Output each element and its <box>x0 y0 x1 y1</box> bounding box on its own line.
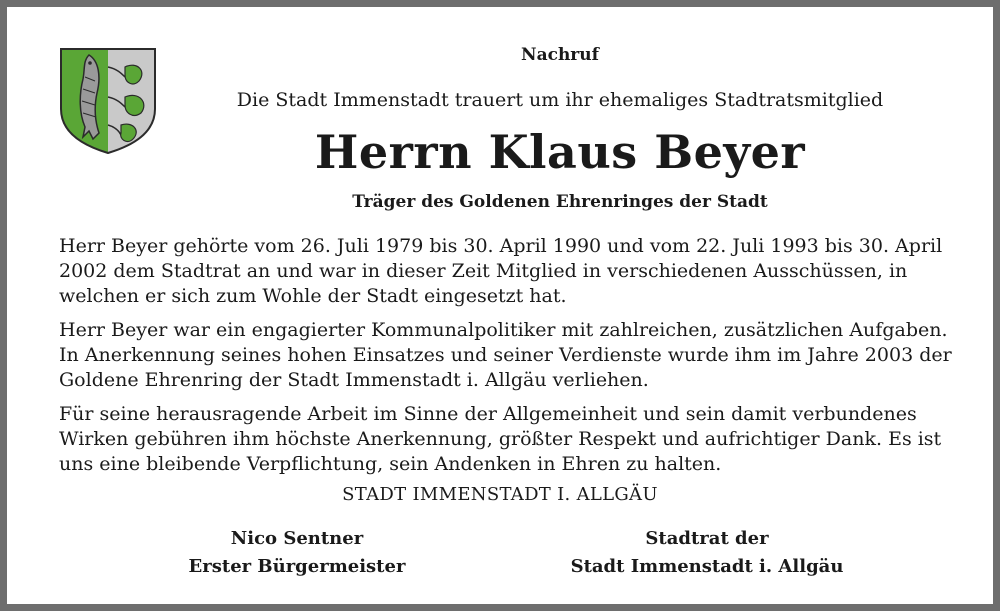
deceased-name: Herrn Klaus Beyer <box>314 125 806 179</box>
notice-body <box>59 234 959 486</box>
signature-council-line2: Stadt Immenstadt i. Allgäu <box>570 556 844 577</box>
signature-mayor-title: Erster Bürgermeister <box>188 556 406 577</box>
signature-council-line1: Stadtrat der <box>645 528 769 549</box>
body-paragraph-1: Herr Beyer gehörte vom 26. Juli 1979 bis 30. April 1990 und vom 22. Juli 1993 bis 30. April 2002 dem Stadtrat an und war in dieser Zeit Mitglied in verschiedenen Ausschüssen, in welchen er sich zum Wohle der Stadt eingesetzt hat. <box>59 235 943 307</box>
honor-title: Träger des Goldenen Ehrenringes der Stadt <box>352 192 768 212</box>
notice-label: Nachruf <box>521 45 599 65</box>
signature-mayor <box>157 525 437 581</box>
signature-mayor-name: Nico Sentner <box>230 528 364 549</box>
signature-council <box>557 525 857 581</box>
city-name: STADT IMMENSTADT I. ALLGÄU <box>342 484 658 505</box>
body-paragraph-2: Herr Beyer war ein engagierter Kommunalpolitiker mit zahlreichen, zusätzlichen Aufgaben. In Anerkennung seines hohen Einsatzes und seiner Verdienste wurde ihm im Jahre 2003 der Goldene Ehrenring der Stadt Immenstadt i. Allgäu verliehen. <box>59 319 952 391</box>
intro-text: Die Stadt Immenstadt trauert um ihr ehemaliges Stadtratsmitglied <box>236 89 884 111</box>
body-paragraph-3: Für seine herausragende Arbeit im Sinne der Allgemeinheit und sein damit verbundenes Wirken gebühren ihm höchste Anerkennung, größter Respekt und aufrichtiger Dank. Es ist uns eine bleibende Verpflichtung, sein Andenken in Ehren zu halten. <box>59 403 942 475</box>
